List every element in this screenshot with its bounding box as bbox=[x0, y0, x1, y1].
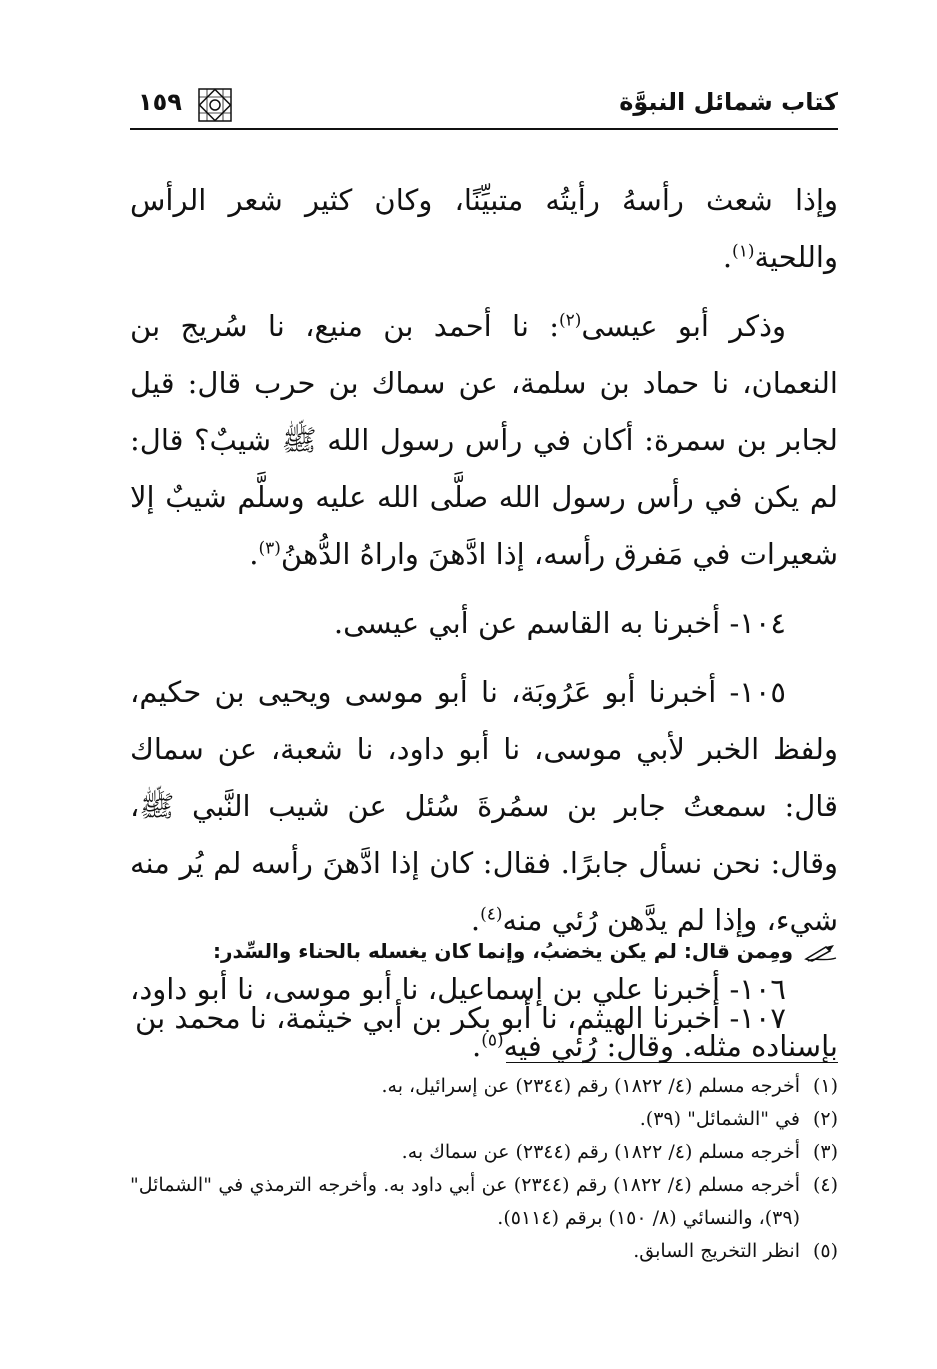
page-header bbox=[130, 86, 838, 130]
hadith-106: ١٠٦- أخبرنا علي بن إسماعيل، نا أبو موسى، نا أبو داود، بإسناده مثله. وقال: رُئي فيه$^{(٥)}$. bbox=[130, 972, 838, 1063]
footnote-ref: (٣) bbox=[258, 538, 281, 559]
footnote-ref: (١) bbox=[732, 241, 755, 262]
paragraph: وذكر أبو عيسى$^{(٢)}$: نا أحمد بن منيع، نا سُريج بن النعمان، نا حماد بن سلمة، عن سماك بن حرب قال: قيل لجابر بن سمرة: أكان في رأس رسول الله ﷺ شيبٌ؟ قال: لم يكن في رأس رسول الله صلَّى الله عليه وسلَّم شيبٌ إلا شعيرات في مَفرق رأسه، إذا ادَّهنَ واراهُ الدُّهنُ$^{(٣)}$. bbox=[130, 309, 838, 571]
pen-icon bbox=[804, 943, 838, 963]
page-number: ١٥٩ bbox=[138, 88, 182, 116]
footnote-rule bbox=[506, 1062, 838, 1063]
footnote: (٤) أخرجه مسلم (٤/ ١٨٢٢) رقم (٢٣٤٤) عن أبي داود به. وأخرجه الترمذي في "الشمائل" (٣٩)، والنسائي (٨/ ١٥٠) برقم (٥١١٤). bbox=[130, 1174, 838, 1229]
running-title: كتاب شمائل النبوَّة bbox=[619, 88, 838, 116]
footnote: (٣) أخرجه مسلم (٤/ ١٨٢٢) رقم (٢٣٤٤) عن سماك به. bbox=[401, 1141, 838, 1163]
hadith-105: ١٠٥- أخبرنا أبو عَرُوبَة، نا أبو موسى ويحيى بن حكيم، ولفظ الخبر لأبي موسى، نا أبو داود، نا شعبة، عن سماك قال: سمعتُ جابر بن سمُرةَ سُئل عن شيب النَّبي ﷺ، وقال: نحن نسأل جابرًا. فقال: كان إذا ادَّهنَ رأسه لم يُر منه شيء، وإذا لم يدَّهن رُئي منه$^{(٤)}$. bbox=[130, 675, 839, 937]
header-rule bbox=[130, 128, 838, 130]
footnote: (١) أخرجه مسلم (٤/ ١٨٢٢) رقم (٢٣٤٤) عن إسرائيل، به. bbox=[381, 1075, 838, 1097]
ornament-icon bbox=[196, 86, 234, 124]
footnote-ref: (٥) bbox=[481, 1030, 504, 1051]
footnote-ref: (٤) bbox=[480, 904, 503, 925]
hadith-107: ١٠٧- أخبرنا الهيثم، نا أبو بكر بن أبي خيثمة، نا محمد بن bbox=[135, 1001, 786, 1035]
section-heading: ومِمن قال: لم يكن يخضبُ، وإنما كان يغسله بالحناء والسِّدر: bbox=[130, 934, 838, 968]
footnote: (٥) انظر التخريج السابق. bbox=[633, 1240, 838, 1262]
footnote: (٢) في "الشمائل" (٣٩). bbox=[639, 1108, 838, 1130]
footnote-ref: (٢) bbox=[559, 310, 582, 331]
hadith-104: ١٠٤- أخبرنا به القاسم عن أبي عيسى. bbox=[333, 606, 786, 640]
footnotes bbox=[130, 1070, 838, 1268]
paragraph: وإذا شعث رأسهُ رأيتُه متبيِّنًا، وكان كثير شعر الرأس واللحية$^{(١)}$. bbox=[130, 183, 838, 274]
